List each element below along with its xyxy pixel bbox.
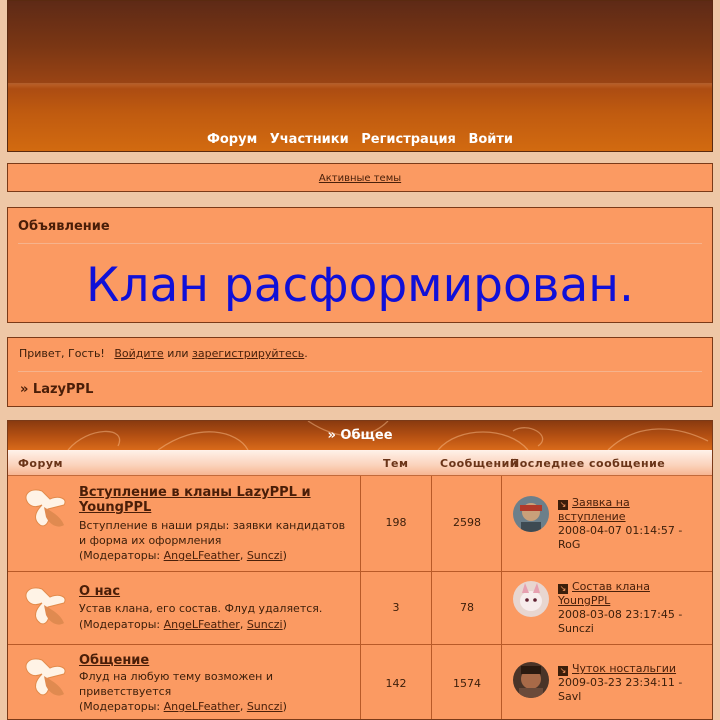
top-navigation [8,132,712,147]
forum-row [8,645,712,720]
last-post-date: 2008-03-08 23:17:45 - [558,608,683,621]
forum-moderators [79,618,287,631]
go-to-post-icon[interactable]: ↘ [559,584,567,593]
last-post-info [558,496,698,552]
last-poster-avatar[interactable] [513,496,549,532]
nav-members-link[interactable]: Участники [269,132,349,147]
moderator-link[interactable]: AngeLFeather [163,700,240,713]
last-post-link[interactable]: Состав клана YoungPPL [558,580,650,607]
last-poster-avatar[interactable] [513,581,549,617]
column-posts: Сообщений [440,457,519,470]
announcement-divider [18,243,702,244]
go-to-post-icon[interactable]: ↘ [559,666,567,675]
moderators-label: (Модераторы: [79,700,161,713]
category-arrow: » [327,428,336,443]
forum-butterfly-icon [20,485,68,533]
forum-description: Флуд на любую тему возможен и приветствуется [79,670,273,698]
nav-register-link[interactable]: Регистрация [361,132,456,147]
forum-row [8,476,712,572]
header-band [8,83,712,89]
moderators-label: (Модераторы: [79,549,161,562]
moderators-end: ) [282,618,287,631]
forum-butterfly-icon [20,654,68,702]
last-post-date: 2009-03-23 23:34:11 - [558,676,683,689]
last-post-author[interactable]: Savl [558,690,582,703]
forum-moderators [79,549,287,562]
last-poster-avatar[interactable] [513,662,549,698]
greeting-text: Привет, Гость! [19,347,105,360]
welcome-greeting-line [19,347,308,360]
period-text: . [304,347,308,360]
column-header-row [8,450,712,476]
login-link[interactable]: Войдите [114,347,164,360]
last-post-date: 2008-04-07 01:14:57 - [558,524,683,537]
moderator-link[interactable]: AngeLFeather [163,618,240,631]
announcement-text: Клан расформирован. [86,258,634,313]
column-topics: Тем [383,457,409,470]
active-topics-bar [7,163,713,192]
column-last-post: Последнее сообщение [510,457,666,470]
last-post-author[interactable]: RoG [558,538,581,551]
moderator-link[interactable]: Sunczi [246,549,283,562]
posts-count: 78 [460,601,474,614]
go-to-post-icon[interactable]: ↘ [559,500,567,509]
forum-description: Вступление в наши ряды: заявки кандидатов и форма их оформления [79,519,346,547]
last-post-link[interactable]: Чуток ностальгии [572,662,677,675]
moderators-label: (Модераторы: [79,618,161,631]
nav-login-link[interactable]: Войти [468,132,514,147]
moderators-end: ) [282,700,287,713]
moderator-link[interactable]: Sunczi [246,700,283,713]
forum-butterfly-icon [20,583,68,631]
topics-count: 198 [385,516,407,529]
forum-title-link[interactable]: О нас [79,584,121,599]
category-title[interactable]: Общее [340,428,393,443]
announcement-panel [7,207,713,323]
forum-row [8,572,712,645]
forum-title-link[interactable]: Общение [79,653,150,668]
welcome-divider [18,371,702,372]
forum-moderators [79,700,287,713]
separator: , [239,549,244,562]
topics-count: 142 [385,677,407,690]
active-topics-link[interactable]: Активные темы [318,173,402,184]
moderator-link[interactable]: AngeLFeather [163,549,240,562]
category-header [8,421,712,450]
forum-description: Устав клана, его состав. Флуд удаляется. [79,602,323,615]
register-link[interactable]: зарегистрируйтесь [192,347,305,360]
breadcrumb[interactable]: » LazyPPL [20,382,94,397]
announcement-title: Объявление [18,219,110,234]
last-post-info [558,580,698,636]
welcome-panel [7,337,713,407]
forum-title-link[interactable]: Вступление в кланы LazyPPL и YoungPPL [79,485,311,515]
moderators-end: ) [282,549,287,562]
nav-forum-link[interactable]: Форум [206,132,258,147]
topics-count: 3 [392,601,400,614]
separator: , [239,618,244,631]
column-forum: Форум [18,457,64,470]
posts-count: 1574 [453,677,481,690]
moderator-link[interactable]: Sunczi [246,618,283,631]
separator: , [239,700,244,713]
last-post-author[interactable]: Sunczi [558,622,594,635]
last-post-link[interactable]: Заявка на вступление [558,496,630,523]
or-text: или [167,347,189,360]
last-post-info [558,662,698,704]
site-header [7,0,713,152]
posts-count: 2598 [453,516,481,529]
forum-category-table [7,420,713,720]
